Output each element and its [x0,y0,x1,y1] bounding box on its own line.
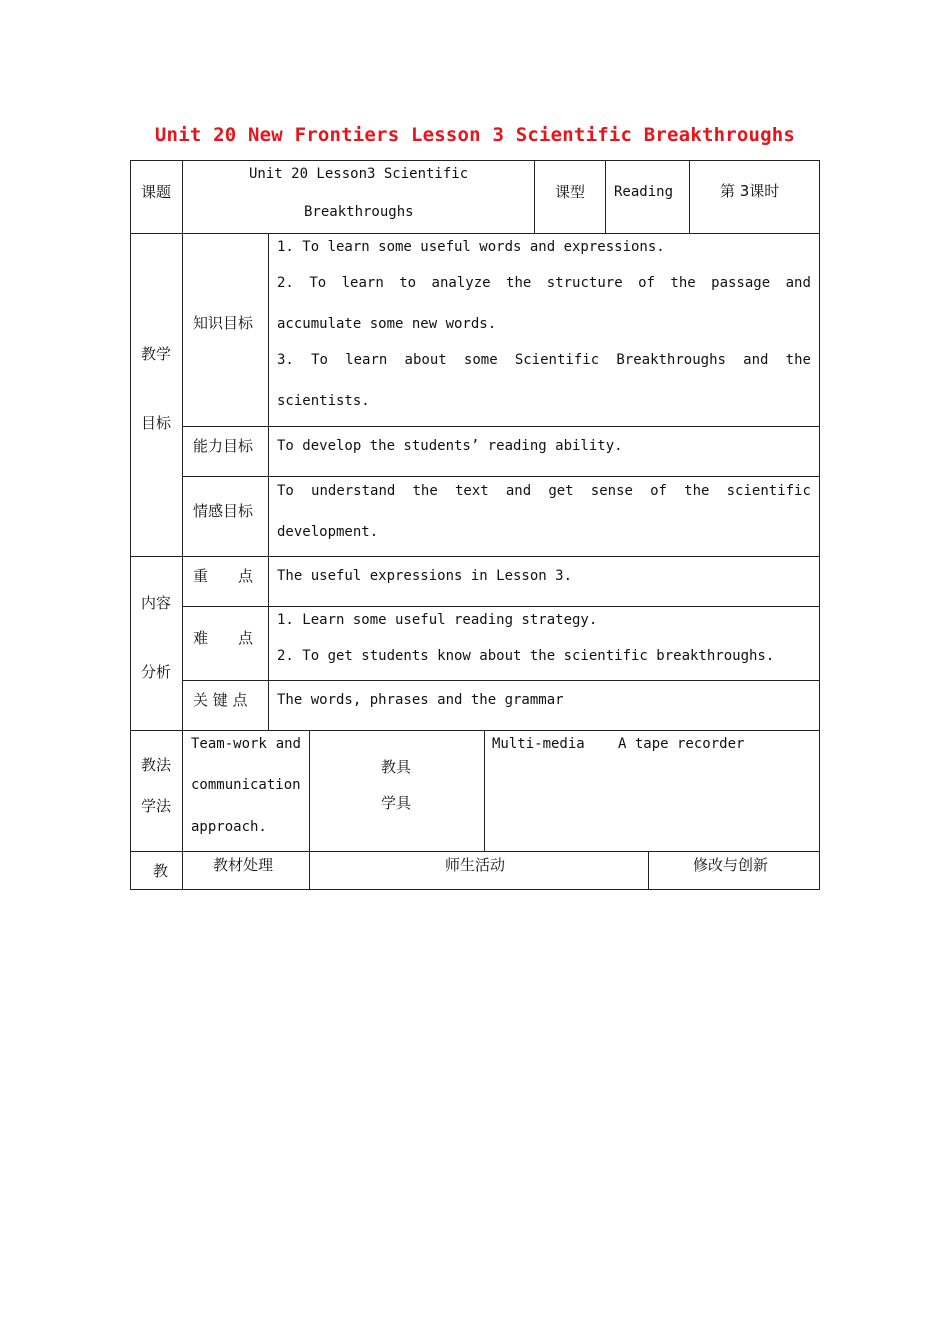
objectives-label: 教学 [141,345,172,363]
critical-point-label: 关 键 点 [193,691,248,709]
column-divider [309,730,310,889]
method-text-1: Team-work and [191,736,301,752]
column-divider [268,233,269,730]
document-title: Unit 20 New Frontiers Lesson 3 Scientific Breakthroughs [154,124,796,146]
column-divider [689,160,690,233]
difficult-point-2: 2. To get students know about the scientific breakthroughs. [277,648,775,664]
process-col-material: 教材处理 [213,856,274,874]
knowledge-objective-3b: scientists. [277,393,370,409]
learning-tools-label: 学具 [381,794,412,812]
process-col-revision: 修改与创新 [693,856,769,874]
ability-objective-text: To develop the students’ reading ability. [277,438,623,454]
emotion-objective-label: 情感目标 [193,502,254,520]
row-divider [130,851,820,852]
critical-point-text: The words, phrases and the grammar [277,692,564,708]
knowledge-objective-1: 1. To learn some useful words and expressions. [277,239,665,255]
key-point-text: The useful expressions in Lesson 3. [277,568,573,584]
analysis-label: 内容 [141,594,172,612]
column-divider [484,730,485,851]
emotion-objective-text-b: development. [277,524,379,540]
method-text-2: communication [191,777,301,793]
topic-value: Unit 20 Lesson3 Scientific [249,166,469,182]
table-border-right [819,160,820,890]
topic-label: 课题 [141,183,172,201]
type-value: Reading [614,184,674,200]
teaching-tools-label: 教具 [381,758,412,776]
table-border-top [130,160,820,161]
row-divider [182,680,820,681]
difficult-point-label: 难 点 [193,629,254,647]
column-divider [534,160,535,233]
period-value: 第 3课时 [720,182,780,200]
key-point-label: 重 点 [193,567,254,585]
method-text-3: approach. [191,819,267,835]
process-col-activities: 师生活动 [445,856,506,874]
column-divider [648,851,649,889]
knowledge-objective-2: 2. To learn to analyze the structure of the passage and [277,275,811,291]
analysis-label: 分析 [141,663,172,681]
topic-value: Breakthroughs [304,204,414,220]
row-divider [182,606,820,607]
ability-objective-label: 能力目标 [193,437,254,455]
process-label: 教 [153,862,169,880]
row-divider [130,730,820,731]
knowledge-objective-label: 知识目标 [193,314,254,332]
column-divider [605,160,606,233]
row-divider [130,233,820,234]
knowledge-objective-3: 3. To learn about some Scientific Breakthroughs and the [277,352,811,368]
tools-value-1: Multi-media [492,736,585,752]
row-divider [182,476,820,477]
emotion-objective-text: To understand the text and get sense of the scientific [277,483,811,499]
difficult-point-1: 1. Learn some useful reading strategy. [277,612,598,628]
table-border-left [130,160,131,890]
type-label: 课型 [555,183,586,201]
column-divider [182,160,183,890]
table-border-bottom [130,889,820,890]
knowledge-objective-2b: accumulate some new words. [277,316,497,332]
objectives-label: 目标 [141,414,172,432]
row-divider [130,556,820,557]
methods-label: 教法 [141,756,172,774]
tools-value-2: A tape recorder [618,736,745,752]
row-divider [182,426,820,427]
methods-label: 学法 [141,797,172,815]
